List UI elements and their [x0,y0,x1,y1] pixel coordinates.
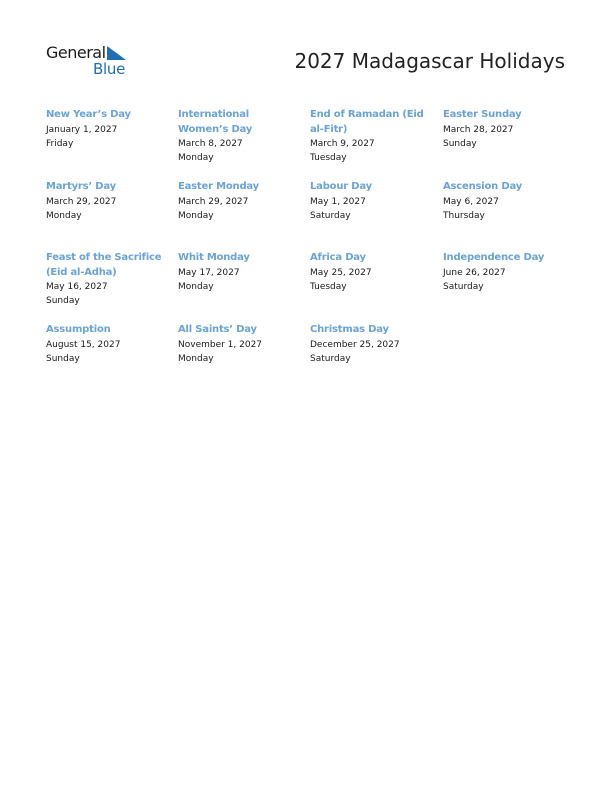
holiday-row-2 [46,180,578,251]
holiday-weekday: Monday [178,153,214,163]
page-title: 2027 Madagascar Holidays [294,49,565,73]
holiday-name: International Women’s Day [178,109,253,135]
holiday-cell [310,180,434,223]
holiday-name: Ascension Day [443,181,523,192]
holiday-weekday: Monday [178,210,214,221]
holiday-cell [178,323,302,366]
holiday-date: January 1, 2027 [46,124,118,135]
holiday-cell [46,180,170,223]
holiday-weekday: Sunday [46,296,80,306]
holiday-name: Assumption [46,324,111,335]
holiday-date: March 9, 2027 [310,139,375,149]
holiday-date: May 25, 2027 [310,267,372,278]
holiday-name: Africa Day [310,252,366,263]
holiday-weekday: Tuesday [310,153,347,163]
holiday-date: May 17, 2027 [178,267,240,278]
holiday-date: June 26, 2027 [443,267,506,278]
holiday-name: Martyrs’ Day [46,181,116,192]
holiday-name: Easter Sunday [443,109,522,120]
holiday-row-1 [46,108,578,180]
holiday-name: All Saints’ Day [178,324,257,335]
holiday-cell [178,251,302,294]
holiday-weekday: Monday [178,353,214,364]
holiday-row-3 [46,251,578,323]
holiday-date: March 28, 2027 [443,124,514,135]
holiday-name: Labour Day [310,181,372,192]
holiday-grid [46,108,578,383]
holiday-cell [178,180,302,223]
holiday-cell [443,108,567,151]
holiday-name: End of Ramadan (Eid al-Fitr) [310,109,424,135]
holiday-cell [443,251,567,294]
holiday-date: May 6, 2027 [443,196,499,207]
holiday-weekday: Sunday [46,353,80,364]
holiday-cell [46,323,170,366]
holiday-date: March 29, 2027 [178,196,249,207]
holiday-date: May 1, 2027 [310,196,366,207]
holiday-row-4 [46,323,578,383]
holiday-cell [443,180,567,223]
holiday-name: Independence Day [443,252,545,263]
holiday-date: May 16, 2027 [46,282,108,292]
holiday-cell [46,108,170,151]
holiday-name: Easter Monday [178,181,259,192]
holiday-weekday: Tuesday [310,281,347,292]
holiday-weekday: Monday [178,281,214,292]
holiday-cell [310,251,434,294]
holiday-cell [178,108,302,165]
holiday-name: New Year’s Day [46,109,131,120]
holiday-cell [310,323,434,366]
holiday-date: December 25, 2027 [310,339,400,350]
holiday-weekday: Thursday [443,210,485,221]
holiday-weekday: Saturday [443,281,484,292]
holiday-name: Whit Monday [178,252,250,263]
holiday-date: November 1, 2027 [178,339,263,350]
generalblue-logo [46,44,136,80]
logo-word-blue: Blue [93,60,125,78]
logo-word-general: General [46,43,106,62]
holiday-name: Christmas Day [310,324,389,335]
logo-triangle-icon [107,46,126,60]
holiday-cell [46,251,170,308]
holiday-weekday: Saturday [310,353,351,364]
holiday-cell [310,108,434,165]
holiday-name: Feast of the Sacrifice (Eid al-Adha) [46,252,162,278]
holiday-weekday: Saturday [310,210,351,221]
holiday-date: March 29, 2027 [46,196,117,207]
holiday-weekday: Friday [46,138,74,149]
holiday-weekday: Sunday [443,138,477,149]
holiday-date: March 8, 2027 [178,139,243,149]
holiday-weekday: Monday [46,210,82,221]
holiday-date: August 15, 2027 [46,339,121,350]
